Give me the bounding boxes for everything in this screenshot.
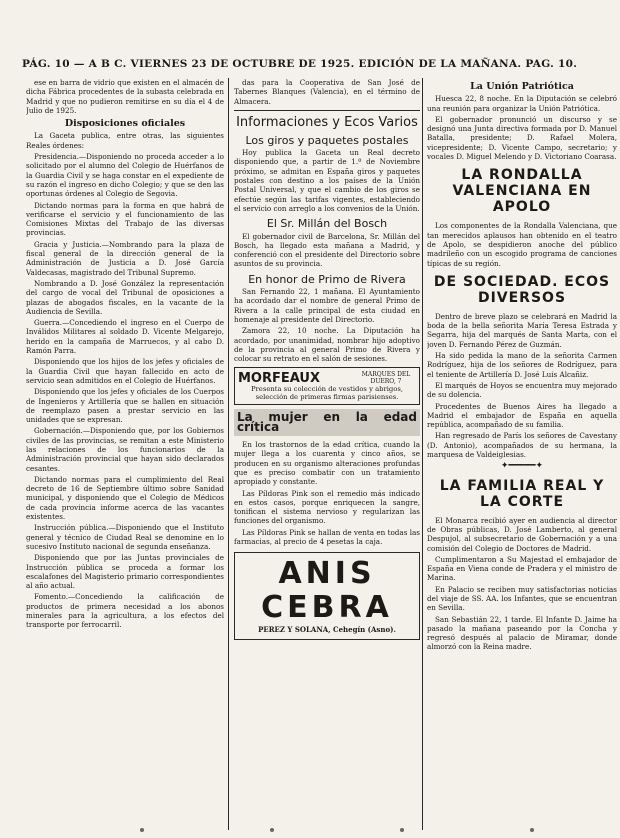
binding-hole [140,828,144,832]
paragraph: Zamora 22, 10 noche. La Diputación ha acordado, por unanimidad, nombrar hijo adoptivo de la provincia al general Primo de Rivera y colocar su retrato en el salón de sesiones. [234,326,420,364]
paragraph: Los componentes de la Rondalla Valenciana, que tan merecidos aplausos han obtenido en el teatro de Apolo, se despidieron anoche del público madrileño con un escogido programa de canciones típicas de su región. [427,221,617,268]
column-divider [228,78,229,830]
paragraph: das para la Cooperativa de San José de Tabernes Blanques (Valencia), en el término de Almacera. [234,78,420,106]
paragraph: Hoy publica la Gaceta un Real decreto disponiendo que, a partir de 1.º de Noviembre próximo, se admitan en España giros y paquetes postales con destino a los países de la Unión Postal Universal, y que el cambio de los giros se efectúe según las tarifas vigentes, estableciendo el servicio con arreglo a los convenios de la Unión. [234,148,420,213]
section-heading-sociedad: DE SOCIEDAD. ECOS DIVERSOS [433,273,611,306]
column-middle [234,78,420,830]
paragraph: Gracia y Justicia.—Nombrando para la plaza de fiscal general de la dirección general de la Administración de Justicia a D. José García Valdecasas, magistrado del Tribunal Supremo. [26,239,224,277]
column-left [26,78,224,830]
article-heading-primo: En honor de Primo de Rivera [248,272,406,286]
paragraph: Las Píldoras Pink son el remedio más indicado en estos casos, porque enriquecen la sangre, tonifican el sistema nervioso y regularizan las funciones del organismo. [234,488,420,526]
page-header: PÁG. 10 — A B C. VIERNES 23 DE OCTUBRE DE 1925. EDICIÓN DE LA MAÑANA. PAG. 10. [22,58,578,70]
section-heading-disposiciones: Disposiciones oficiales [64,118,186,130]
paragraph: Disponiendo que por las Juntas provinciales de Instrucción pública se proceda a formar los escalafones del Magisterio primario correspondientes al año actual. [26,553,224,591]
binding-hole [270,828,274,832]
binding-holes [0,828,620,836]
paragraph: El gobernador civil de Barcelona, Sr. Millán del Bosch, ha llegado esta mañana a Madrid, y conferenció con el presidente del Directorio sobre asuntos de su provincia. [234,231,420,269]
paragraph: El Monarca recibió ayer en audiencia al director de Obras públicas, D. José Lamberto, al general Despujol, al subsecretario de Gobernación y a una comisión del Colegio de Doctores de Madrid. [427,515,617,553]
paragraph: La Gaceta publica, entre otras, las siguientes Reales órdenes: [26,131,224,150]
paragraph: Ha sido pedida la mano de la señorita Carmen Rodríguez, hija de los señores de Rodríguez, para el teniente de Artillería D. José Luis Alcañiz. [427,351,617,379]
paragraph: Dictando normas para el cumplimiento del Real decreto de 16 de Septiembre último sobre Sanidad municipal, y disponiendo que el Colegio de Médicos de cada provincia informe acerca de las vacantes existentes. [26,474,224,522]
advertiser-address: MARQUES DEL DUERO, 7 [361,371,411,386]
advertisement-anis-cebra [234,552,420,639]
paragraph: Presidencia.—Disponiendo no proceda acceder a lo solicitado por el alumno del Colegio de Huérfanos de la Guardia Civil y se haga constar en el expediente de su razón el ingreso en dicho Colegio; y que se den las oportunas órdenes al Colegio de Segovia. [26,152,224,199]
paragraph: Fomento.—Concediendo la calificación de productos de primera necesidad a los abonos minerales para la agricultura, a los efectos del transporte por ferrocarril. [26,592,224,630]
paragraph: En los trastornos de la edad crítica, cuando la mujer llega a los cuarenta y cinco años, se producen en su organismo alteraciones profundas que es preciso combatir con un tratamiento apropiado y constante. [234,440,420,487]
binding-hole [530,828,534,832]
section-heading-rondalla: LA RONDALLA VALENCIANA EN APOLO [452,167,592,216]
section-heading-informaciones: Informaciones y Ecos Varios [236,114,418,130]
paragraph: San Fernando 22, 1 mañana. El Ayuntamiento ha acordado dar el nombre de general Primo de Rivera a la calle principal de esta ciudad en homenaje al presidente del Directorio. [234,287,420,324]
paragraph: Cumplimentaron a Su Majestad el embajador de España en Viena conde de Pradera y el ministro de Marina. [427,554,617,583]
advertisement-text: Presenta su colección de vestidos y abrigos, selección de primeras firmas parisienses. [250,385,403,402]
paragraph: Disponiendo que los jefes y oficiales de los Cuerpos de Ingenieros y Artillería que se hallen en situación de reemplazo pasen a prestar servicio en las unidades que se expresan. [26,387,224,425]
paragraph: Nombrando a D. José González la representación del cargo de vocal del Tribunal de oposiciones a plazas de abogados fiscales, en la vacante de la Audiencia de Sevilla. [26,278,224,316]
ornament-divider: ✦━━━━━✦ [500,461,544,472]
paragraph: Disponiendo que los hijos de los jefes y oficiales de la Guardia Civil que hayan fallecido en acto de servicio sean admitidos en el Colegio de Huérfanos. [26,357,224,385]
article-heading-millan: El Sr. Millán del Bosch [266,217,388,231]
paragraph: Las Píldoras Pink se hallan de venta en todas las farmacias, al precio de 4 pesetas la caja. [234,527,420,546]
paragraph: El marqués de Hoyos se encuentra muy mejorado de su dolencia. [427,380,617,400]
advertiser-subtitle: PEREZ Y SOLANA, Cehegín (Asno). [258,625,396,635]
paragraph: San Sebastián 22, 1 tarde. El Infante D. Jaime ha pasado la mañana paseando por la Concha y regresó después al palacio de Miramar, donde almorzó con la Reina madre. [427,614,617,652]
advertiser-name: MORFEAUX [238,370,320,386]
paragraph: Procedentes de Buenos Aires ha llegado a Madrid el embajador de España en aquella república, acompañado de su familia. [427,401,617,430]
article-heading-union: La Unión Patriótica [470,81,574,92]
advertiser-name: ANIS CEBRA [261,556,393,626]
article-heading-mujer: La mujer en la edad crítica [234,409,420,436]
paragraph: Guerra.—Concediendo el ingreso en el Cuerpo de Inválidos Militares al soldado D. Vicente Melgarejo, herido en la campaña de Marruecos, y al cabo D. Ramón Parra. [26,318,224,356]
paragraph: Instrucción pública.—Disponiendo que el Instituto general y técnico de Ciudad Real se denomine en lo sucesivo Instituto nacional de segunda enseñanza. [26,523,224,551]
column-right [427,78,617,830]
divider [234,110,420,111]
paragraph: Han regresado de París los señores de Cavestany (D. Antonio), acompañados de su hermana, la marquesa de Valdeiglesias. [427,431,617,460]
paragraph: En Palacio se reciben muy satisfactorias noticias del viaje de SS. AA. los Infantes, que se encuentran en Sevilla. [427,584,617,613]
section-heading-familia: LA FAMILIA REAL Y LA CORTE [439,477,605,510]
paragraph: Dentro de breve plazo se celebrará en Madrid la boda de la bella señorita María Teresa Estrada y Segarra, hija del marqués de Santa Marta, con el joven D. Fernando Pérez de Guzmán. [427,311,617,349]
article-heading-giros: Los giros y paquetes postales [245,133,409,147]
advertisement-morfeaux [234,367,420,405]
paragraph: Gobernación.—Disponiendo que, por los Gobiernos civiles de las provincias, se remitan a este Ministerio las relaciones de los funcionarios de la Administración provincial que hayan sido declarados cesantes. [26,426,224,473]
paragraph: Dictando normas para la forma en que habrá de verificarse el servicio y el funcionamiento de las Comisiones Mixtas del Trabajo de las diversas provincias. [26,200,224,238]
paragraph: El gobernador pronunció un discurso y se designó una Junta directiva formada por D. Manuel Batalla, presidente; D. Rafael Molera, vicepresidente; D. Vicente Campo, secretario; y vocales D. Miguel Melendo y D. Victoriano Coarasa. [427,114,617,162]
binding-hole [400,828,404,832]
paragraph: Huesca 22, 8 noche. En la Diputación se celebró una reunión para organizar la Unión Patriótica. [427,94,617,113]
paragraph: ese en barra de vidrio que existen en el almacén de dicha Fábrica procedentes de la subasta celebrada en Madrid y que no pudieron remitirse en su día el 4 de Julio de 1925. [26,78,224,115]
column-divider [422,78,423,830]
